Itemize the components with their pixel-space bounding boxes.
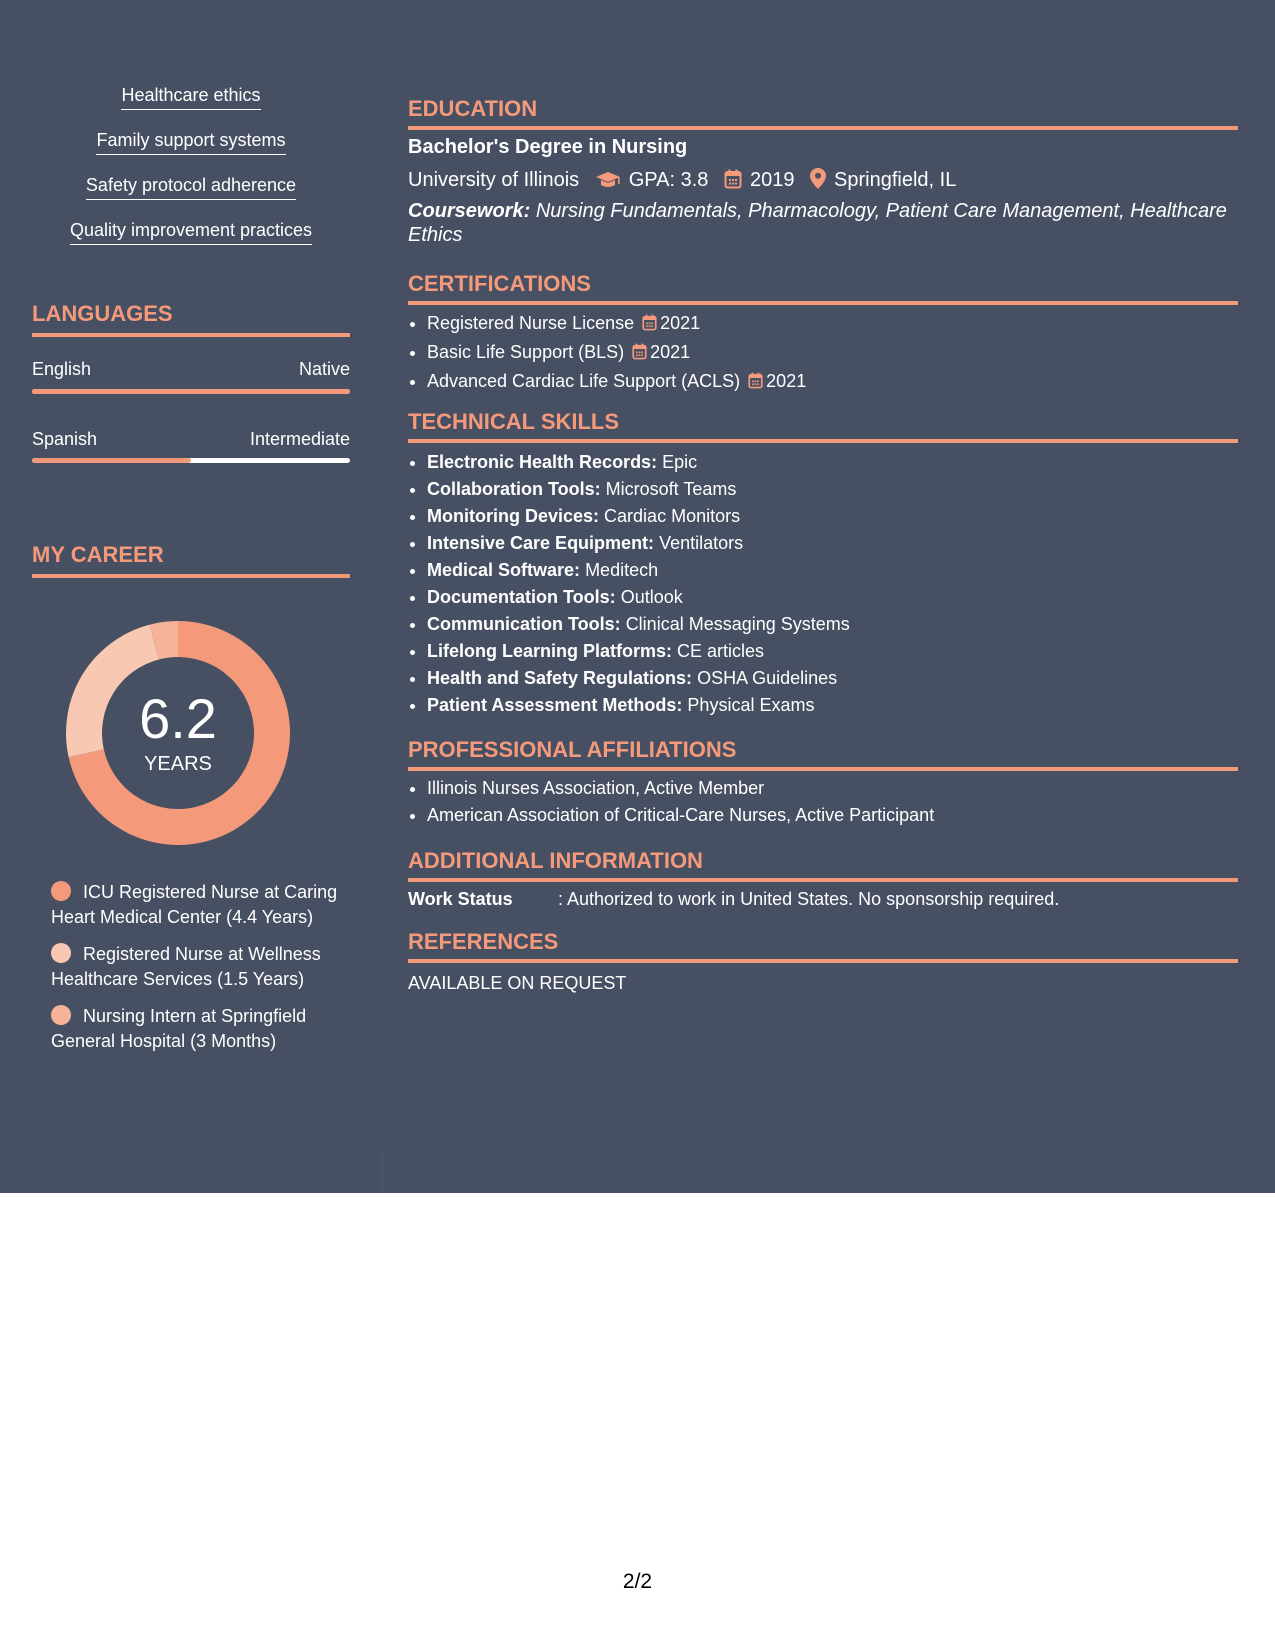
school-name: University of Illinois [408, 169, 580, 191]
work-status-value: : Authorized to work in United States. No sponsorship required. [558, 889, 1060, 909]
technical-skills-list [408, 449, 850, 719]
technical-skill-item [427, 611, 850, 638]
technical-skill-item [427, 557, 850, 584]
affiliations-heading: PROFESSIONAL AFFILIATIONS [408, 737, 1238, 771]
technical-skill-item [427, 503, 850, 530]
technical-skill-item [427, 476, 850, 503]
certification-year: 2021 [766, 371, 807, 391]
affiliation-item: • American Association of Critical-Care Nurses, Active Participant [427, 802, 934, 829]
skill-value: CE articles [677, 641, 765, 661]
technical-skills-heading: TECHNICAL SKILLS [408, 409, 1238, 443]
technical-skill-item [427, 449, 850, 476]
location-pin-icon [810, 168, 826, 195]
certification-name: Advanced Cardiac Life Support (ACLS) [427, 371, 741, 391]
education-meta [408, 168, 956, 195]
references-heading: REFERENCES [408, 929, 1238, 963]
skill-item: Quality improvement practices [70, 220, 312, 245]
career-legend-item [51, 880, 341, 930]
references-text: AVAILABLE ON REQUEST [408, 973, 627, 993]
calendar-icon [642, 312, 657, 339]
skill-value: Cardiac Monitors [604, 506, 741, 526]
legend-dot-icon [51, 943, 71, 963]
career-donut-chart [66, 621, 290, 845]
coursework [408, 199, 1238, 247]
language-bar-fill [32, 389, 350, 394]
coursework-label: Coursework: [408, 200, 531, 222]
skill-value: Epic [662, 452, 698, 472]
certification-name: Registered Nurse License [427, 313, 635, 333]
career-total-unit: YEARS [144, 753, 212, 775]
affiliations-list [408, 775, 934, 829]
calendar-icon [748, 370, 763, 397]
career-legend-label: Nursing Intern at Springfield General Hospital (3 Months) [51, 1006, 307, 1051]
certification-year: 2021 [660, 313, 701, 333]
graduation-cap-icon [595, 171, 621, 195]
career-legend-item [51, 1004, 341, 1054]
certifications-heading: CERTIFICATIONS [408, 271, 1238, 305]
skill-value: OSHA Guidelines [697, 668, 838, 688]
certification-item [427, 339, 806, 368]
work-status-label: Work Status [408, 889, 513, 909]
skill-label: Medical Software: [427, 560, 581, 580]
language-bar-spanish [32, 458, 350, 463]
education-heading: EDUCATION [408, 96, 1238, 130]
skill-label: Documentation Tools: [427, 587, 616, 607]
certifications-list [408, 310, 806, 397]
affiliation-item: • Illinois Nurses Association, Active Member [427, 775, 934, 802]
career-legend-item [51, 942, 341, 992]
legend-dot-icon [51, 881, 71, 901]
coursework-list: Nursing Fundamentals, Pharmacology, Patient Care Management, Healthcare Ethics [408, 200, 1227, 246]
gpa: GPA: 3.8 [628, 169, 709, 191]
skill-item: Healthcare ethics [121, 85, 260, 110]
certification-item [427, 310, 806, 339]
graduation-year: 2019 [749, 169, 795, 191]
technical-skill-item [427, 638, 850, 665]
legend-dot-icon [51, 1005, 71, 1025]
skill-label: Patient Assessment Methods: [427, 695, 683, 715]
skill-item: Safety protocol adherence [86, 175, 296, 200]
skill-label: Collaboration Tools: [427, 479, 601, 499]
page-number: 2/2 [622, 1570, 653, 1593]
skill-value: Meditech [585, 560, 659, 580]
certification-item [427, 368, 806, 397]
language-name: English [32, 359, 92, 379]
skill-item: Family support systems [96, 130, 285, 155]
skill-label: Communication Tools: [427, 614, 621, 634]
additional-info-heading: ADDITIONAL INFORMATION [408, 848, 1238, 882]
skill-value: Ventilators [659, 533, 744, 553]
skill-label: Electronic Health Records: [427, 452, 658, 472]
school-location: Springfield, IL [834, 169, 957, 191]
skill-label: Intensive Care Equipment: [427, 533, 655, 553]
calendar-icon [724, 169, 742, 195]
skill-label: Monitoring Devices: [427, 506, 600, 526]
language-level: Native [298, 359, 350, 379]
skill-value: Physical Exams [687, 695, 815, 715]
certification-year: 2021 [650, 342, 691, 362]
skill-value: Outlook [620, 587, 683, 607]
column-divider [382, 1150, 383, 1193]
technical-skill-item [427, 692, 850, 719]
technical-skill-item [427, 530, 850, 557]
degree-title: Bachelor's Degree in Nursing [408, 136, 688, 158]
technical-skill-item [427, 665, 850, 692]
calendar-icon [632, 341, 647, 368]
career-legend-label: Registered Nurse at Wellness Healthcare Services (1.5 Years) [51, 944, 321, 989]
language-level: Intermediate [249, 429, 350, 449]
soft-skills-list [32, 85, 350, 265]
skill-label: Lifelong Learning Platforms: [427, 641, 673, 661]
skill-value: Clinical Messaging Systems [625, 614, 850, 634]
career-total-value: 6.2 [139, 687, 217, 750]
career-legend-label: ICU Registered Nurse at Caring Heart Medical Center (4.4 Years) [51, 882, 338, 927]
career-heading: MY CAREER [32, 542, 350, 578]
work-status-row [408, 889, 1059, 910]
languages-heading: LANGUAGES [32, 301, 350, 337]
technical-skill-item [427, 584, 850, 611]
language-bar-english [32, 389, 350, 394]
certification-name: Basic Life Support (BLS) [427, 342, 625, 362]
skill-label: Health and Safety Regulations: [427, 668, 693, 688]
language-name: Spanish [32, 429, 98, 449]
skill-value: Microsoft Teams [605, 479, 737, 499]
language-bar-fill [32, 458, 191, 463]
career-legend [51, 880, 341, 1066]
career-total [66, 621, 290, 845]
